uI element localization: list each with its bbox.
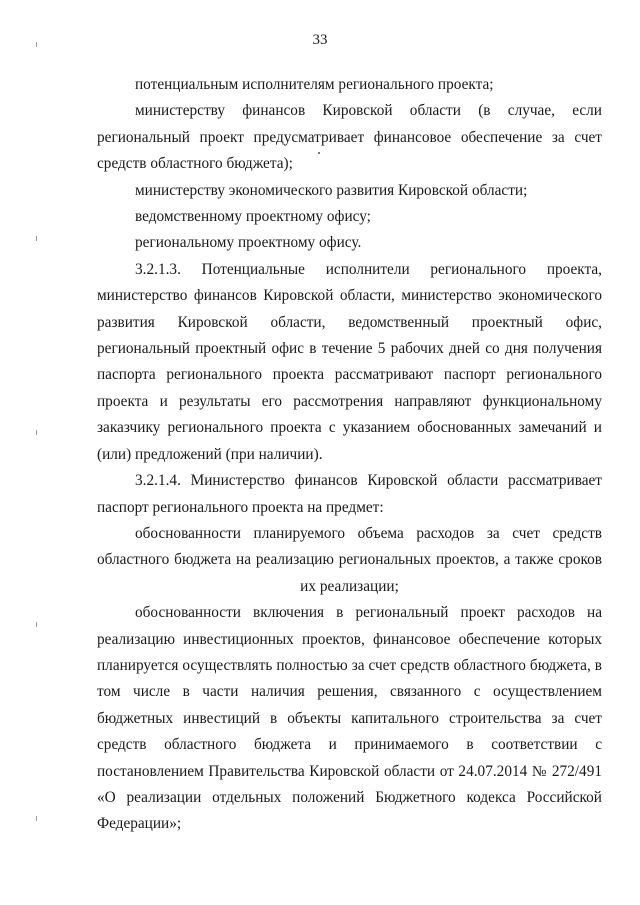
scan-speck: [318, 152, 320, 154]
paragraph: 3.2.1.3. Потенциальные исполнители регионального проекта, министерство финансов Кировской области, министерство экономического развития Кировской области, ведомственный проектный офис, региональный проектный офис в течение 5 рабочих дней со дня получения паспорта регионального проекта рассматривают паспорт регионального проекта и результаты его рассмотрения направляют функциональному заказчику регионального проекта с указанием обоснованных замечаний и (или) предложений (при наличии).: [97, 260, 602, 463]
scan-mark: [36, 816, 37, 821]
scan-mark: [36, 236, 37, 241]
paragraph: региональному проектному офису.: [135, 234, 362, 252]
paragraph: обоснованности планируемого объема расходов за счет средств областного бюджета на реализацию региональных проектов, а также сроков их реализации;: [97, 524, 602, 595]
paragraph: министерству экономического развития Кировской области;: [135, 181, 528, 199]
document-body: [97, 72, 602, 838]
paragraph: 3.2.1.4. Министерство финансов Кировской области рассматривает паспорт регионального проекта на предмет:: [97, 472, 602, 516]
page-number: 33: [312, 32, 328, 48]
paragraph: потенциальным исполнителям регионального проекта;: [135, 76, 494, 93]
paragraph: министерству финансов Кировской области (в случае, если региональный проект предусматривает финансовое обеспечение за счет средств областного бюджета);: [97, 102, 602, 173]
scan-mark: [36, 430, 37, 435]
paragraph: обоснованности включения в региональный проект расходов на реализацию инвестиционных проектов, финансовое обеспечение которых планируется осуществлять полностью за счет средств областного бюджета, в том числе в части наличия решения, связанного с осуществлением бюджетных инвестиций в объекты капитального строительства за счет средств областного бюджета и принимаемого в соответствии с постановлением Правительства Кировской области от 24.07.2014 № 272/491 «О реализации отдельных положений Бюджетного кодекса Российской Федерации»;: [97, 604, 602, 833]
paragraph: ведомственному проектному офису;: [135, 208, 371, 226]
scan-mark: [36, 622, 37, 627]
scan-mark: [36, 42, 37, 47]
